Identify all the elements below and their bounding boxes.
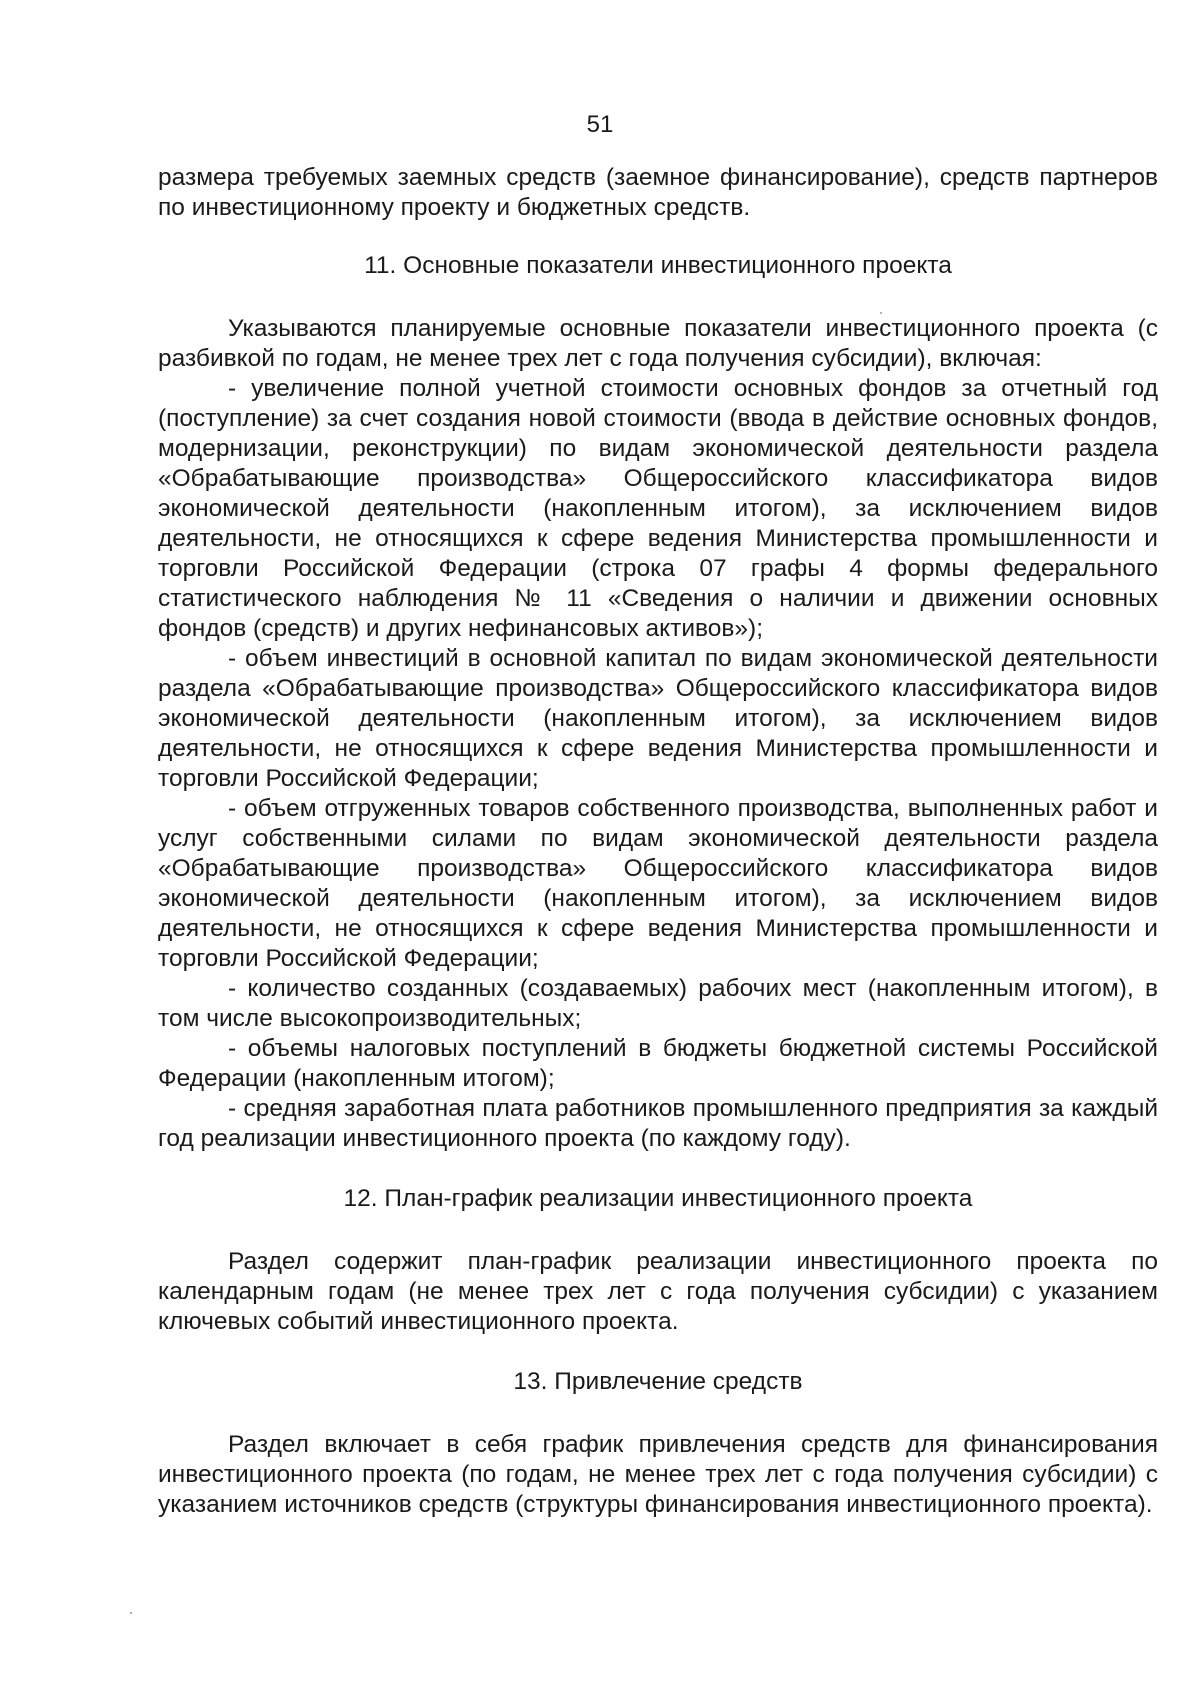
section-11-item-6: - средняя заработная плата работников промышленного предприятия за каждый год реализации инвестиционного проекта (по каждому году). — [158, 1095, 1158, 1152]
section-11-item-5: - объемы налоговых поступлений в бюджеты бюджетной системы Российской Федерации (накопленным итогом); — [158, 1035, 1158, 1092]
page-number: 51 — [586, 111, 614, 138]
scan-speck — [880, 312, 882, 314]
section-11-intro: Указываются планируемые основные показатели инвестиционного проекта (с разбивкой по годам, не менее трех лет с года получения субсидии), включая: — [158, 315, 1158, 372]
scan-speck — [130, 1612, 132, 1614]
section-11-item-3: - объем отгруженных товаров собственного производства, выполненных работ и услуг собственными силами по видам экономической деятельности раздела «Обрабатывающие производства» Общероссийского классификатора видов экономической деятельности (накопленным итогом), за исключением видов деятельности, не относящихся к сфере ведения Министерства промышленности и торговли Российской Федерации; — [158, 795, 1158, 972]
paragraph-continuation: размера требуемых заемных средств (заемное финансирование), средств партнеров по инвестиционному проекту и бюджетных средств. — [158, 164, 1158, 221]
section-heading-11: 11. Основные показатели инвестиционного проекта — [364, 252, 952, 279]
section-12-body: Раздел содержит план-график реализации инвестиционного проекта по календарным годам (не менее трех лет с года получения субсидии) с указанием ключевых событий инвестиционного проекта. — [158, 1248, 1158, 1335]
section-13-body: Раздел включает в себя график привлечения средств для финансирования инвестиционного проекта (по годам, не менее трех лет с года получения субсидии) с указанием источников средств (структуры финансирования инвестиционного проекта). — [158, 1431, 1158, 1518]
section-11-item-4: - количество созданных (создаваемых) рабочих мест (накопленным итогом), в том числе высокопроизводительных; — [158, 975, 1158, 1032]
section-heading-13: 13. Привлечение средств — [513, 1368, 803, 1395]
section-11-item-1: - увеличение полной учетной стоимости основных фондов за отчетный год (поступление) за счет создания новой стоимости (ввода в действие основных фондов, модернизации, реконструкции) по видам экономической деятельности раздела «Обрабатывающие производства» Общероссийского классификатора видов экономической деятельности (накопленным итогом), за исключением видов деятельности, не относящихся к сфере ведения Министерства промышленности и торговли Российской Федерации (строка 07 графы 4 формы федерального статистического наблюдения № 11 «Сведения о наличии и движении основных фондов (средств) и других нефинансовых активов»); — [158, 375, 1158, 642]
document-body — [158, 163, 1158, 1520]
section-11-item-2: - объем инвестиций в основной капитал по видам экономической деятельности раздела «Обрабатывающие производства» Общероссийского классификатора видов экономической деятельности (накопленным итогом), за исключением видов деятельности, не относящихся к сфере ведения Министерства промышленности и торговли Российской Федерации; — [158, 645, 1158, 792]
section-heading-12: 12. План-график реализации инвестиционного проекта — [343, 1185, 973, 1212]
